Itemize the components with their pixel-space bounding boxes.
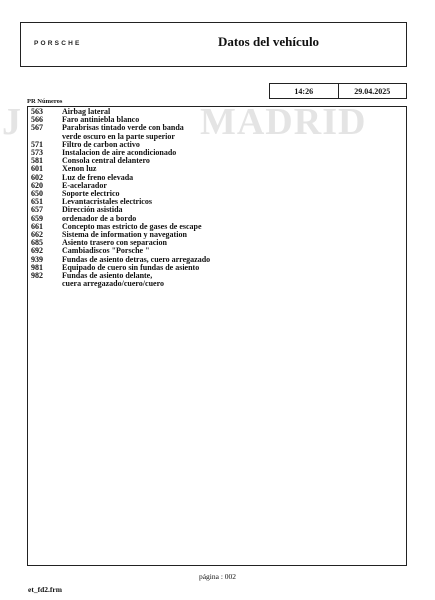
pr-description: Luz de freno elevada: [62, 172, 134, 182]
pr-code: 602: [31, 172, 43, 182]
pr-code: 981: [31, 262, 43, 272]
pr-code: 657: [31, 205, 43, 215]
pr-code: 661: [31, 221, 43, 231]
pr-code: 567: [31, 123, 43, 133]
pr-code: 685: [31, 238, 43, 248]
pr-code-row: [31, 182, 210, 190]
time-value: 14:26: [270, 84, 339, 98]
pr-code-row: [31, 174, 210, 182]
document-title: Datos del vehículo: [217, 34, 320, 49]
pr-code: 581: [31, 156, 43, 166]
date-value: 29.04.2025: [354, 86, 391, 96]
pr-code: 659: [31, 213, 43, 223]
pr-code-row: [31, 157, 210, 165]
pr-description: Asiento trasero con separacion: [62, 238, 167, 248]
pr-code-row: [31, 124, 210, 140]
pr-code: 563: [31, 107, 43, 116]
pr-description: Airbag lateral: [62, 107, 111, 116]
pr-description: ordenador de a bordo: [62, 213, 137, 223]
pr-description: Parabrisas tintado verde con banda verde oscuro en la parte superior: [62, 123, 184, 141]
page-number: página : 002: [198, 572, 237, 581]
pr-description: Fundas de asiento detras, cuero arregazado: [62, 254, 211, 264]
pr-description: Equipado de cuero sin fundas de asiento: [62, 262, 200, 272]
pr-code: 982: [31, 271, 43, 281]
pr-code: 601: [31, 164, 43, 174]
pr-description: Levantacristales electricos: [62, 197, 152, 207]
pr-description: Filtro de carbon activo: [62, 139, 140, 149]
form-filename: et_fd2.frm: [28, 585, 62, 594]
pr-code: 650: [31, 189, 43, 199]
watermark-text: MADRID: [200, 101, 367, 143]
pr-description: Instalacion de aire acondicionado: [62, 148, 177, 158]
pr-description: Consola central delantero: [62, 156, 150, 166]
pr-code: 692: [31, 246, 43, 256]
pr-code: 620: [31, 180, 43, 190]
pr-code: 662: [31, 230, 43, 240]
pr-code: 573: [31, 148, 43, 158]
pr-description: Cambiadiscos "Porsche ": [62, 246, 150, 256]
timestamp-box: [269, 83, 407, 99]
pr-description: Fundas de asiento delante, cuera arregazado/cuero/cuero: [62, 271, 164, 289]
pr-description: Sistema de information y navegation: [62, 230, 187, 240]
pr-description: E-acelarador: [62, 180, 107, 190]
pr-code: 571: [31, 139, 43, 149]
pr-code-row: [31, 272, 210, 288]
pr-description: Xenon luz: [62, 164, 97, 174]
pr-code: 939: [31, 254, 43, 264]
pr-description: Soporte electrico: [62, 189, 120, 199]
pr-description: Dirección asistida: [62, 205, 123, 215]
pr-description: Concepto mas estricto de gases de escape: [62, 221, 202, 231]
pr-description: Faro antiniebla blanco: [62, 115, 140, 125]
pr-codes-list: [31, 108, 210, 288]
watermark-fragment: J: [2, 101, 22, 143]
pr-code: 566: [31, 115, 43, 125]
section-label: PR Números: [27, 98, 63, 105]
brand-logo: PORSCHE: [34, 40, 82, 47]
document-header: [20, 22, 407, 67]
pr-code: 651: [31, 197, 43, 207]
